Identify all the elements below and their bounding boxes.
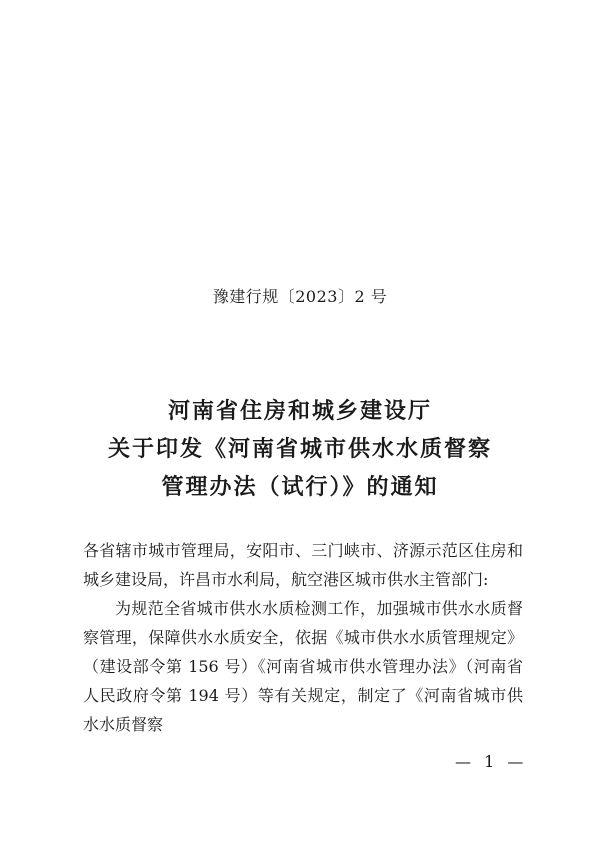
document-body: [83, 536, 523, 739]
title-line-3: 管理办法（试行）》的通知: [161, 474, 439, 500]
title-line-2: 关于印发《河南省城市供水水质督察: [107, 436, 492, 462]
document-title: [0, 392, 600, 506]
addressee-paragraph: 各省辖市城市管理局，安阳市、三门峡市、济源示范区住房和城乡建设局，许昌市水利局，航空港区城市供水主管部门:: [83, 541, 523, 589]
page-number: — 1 —: [455, 752, 528, 771]
title-line-1: 河南省住房和城乡建设厅: [167, 398, 432, 424]
document-number: 豫建行规〔2023〕2 号: [212, 287, 388, 306]
body-paragraph: 为规范全省城市供水水质检测工作，加强城市供水水质督察管理，保障供水水质安全，依据《城市供水水质管理规定》（建设部令第 156 号）《河南省城市供水管理办法》（河南省人民政府令第 194 号）等有关规定，制定了《河南省城市供水水质督察: [83, 599, 523, 734]
